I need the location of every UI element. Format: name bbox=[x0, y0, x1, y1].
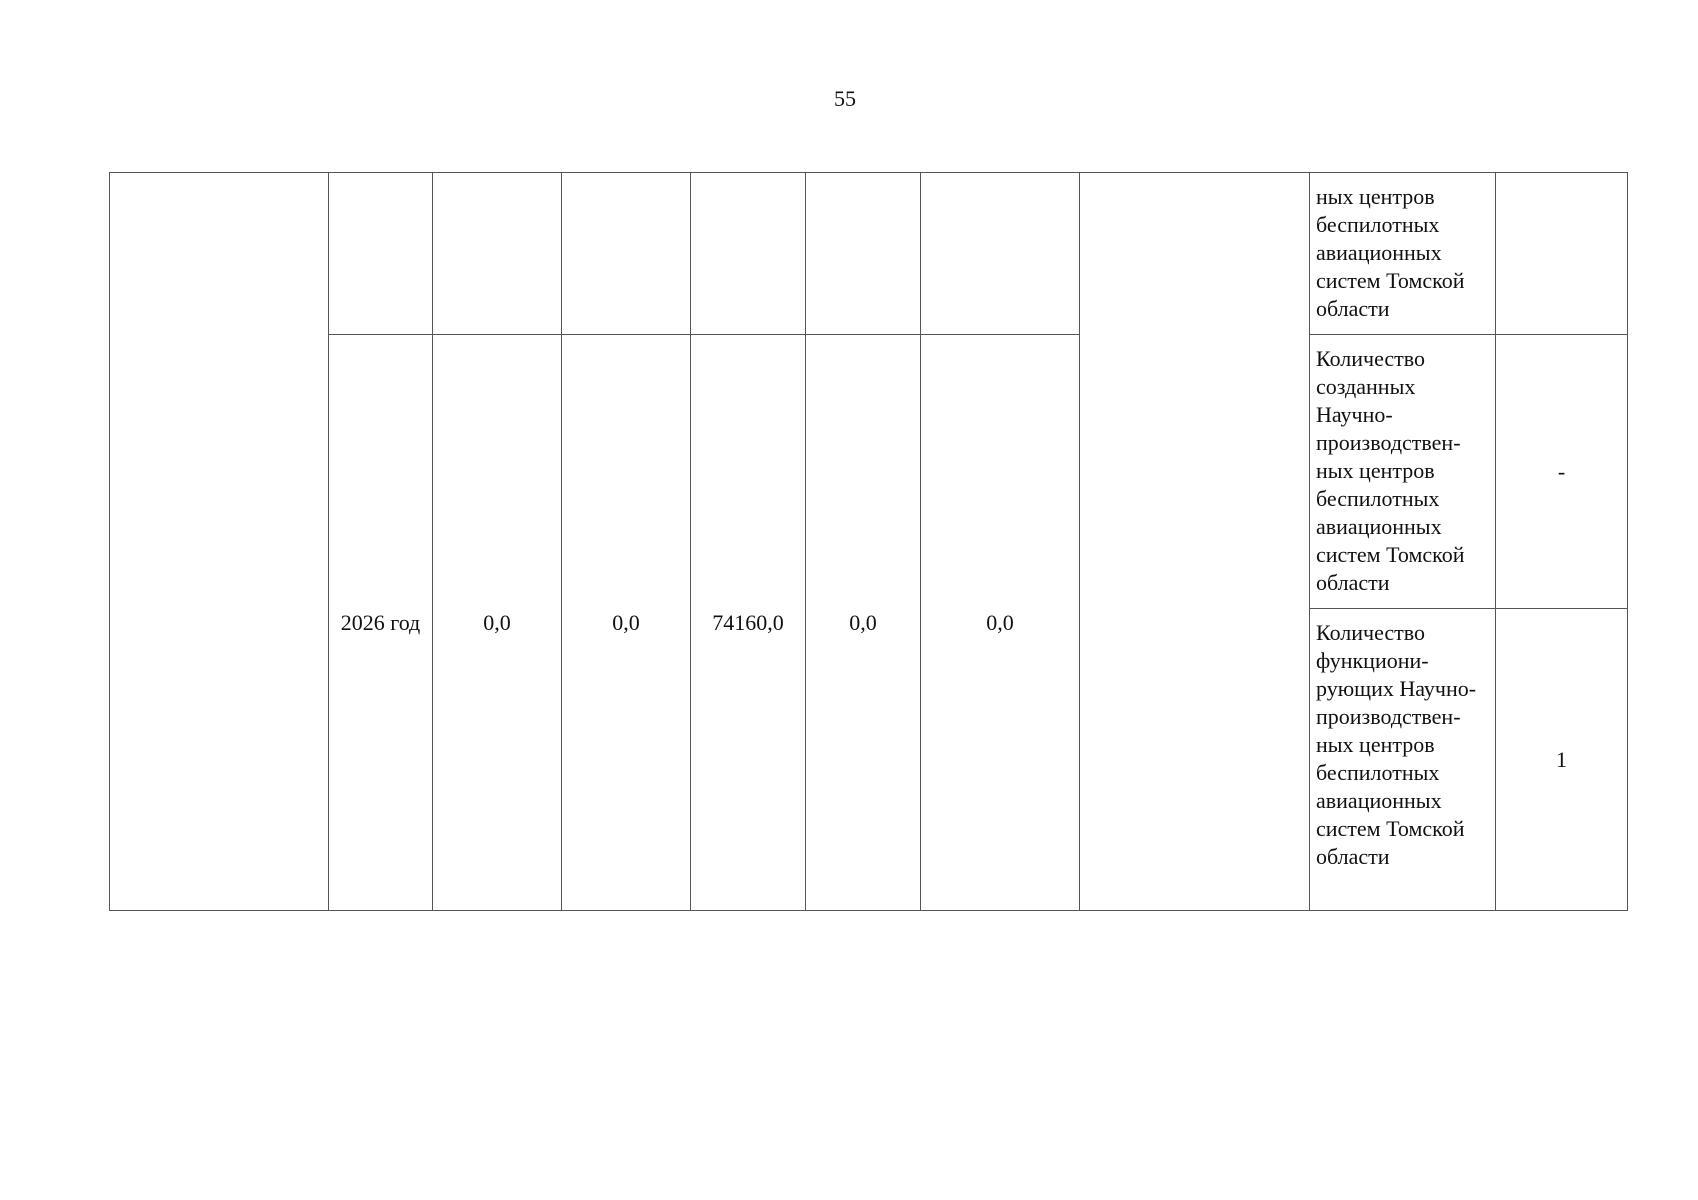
table-row bbox=[110, 335, 1628, 609]
program-table bbox=[109, 172, 1628, 911]
amount-cell: 0,0 bbox=[806, 335, 921, 911]
table-row bbox=[110, 173, 1628, 335]
amount-cell bbox=[433, 173, 562, 335]
indicator-value-cell bbox=[1496, 173, 1628, 335]
task-name-cell bbox=[110, 173, 329, 911]
indicator-value-cell: - bbox=[1496, 335, 1628, 609]
indicator-name-cell: Количество функциони-рующих Научно-производствен-ных центров беспилотных авиационных систем Томской области bbox=[1310, 609, 1496, 911]
amount-cell bbox=[921, 173, 1080, 335]
amount-cell bbox=[806, 173, 921, 335]
executor-cell bbox=[1080, 173, 1310, 911]
amount-cell: 0,0 bbox=[921, 335, 1080, 911]
indicator-value-cell: 1 bbox=[1496, 609, 1628, 911]
amount-cell bbox=[691, 173, 806, 335]
amount-cell: 0,0 bbox=[433, 335, 562, 911]
amount-cell bbox=[562, 173, 691, 335]
amount-cell: 0,0 bbox=[562, 335, 691, 911]
year-cell: 2026 год bbox=[329, 335, 433, 911]
indicator-name-cell: Количество созданных Научно-производствен-ных центров беспилотных авиационных систем Томской области bbox=[1310, 335, 1496, 609]
amount-cell: 74160,0 bbox=[691, 335, 806, 911]
page-number: 55 bbox=[834, 86, 856, 111]
year-cell bbox=[329, 173, 433, 335]
indicator-name-cell: ных центров беспилотных авиационных систем Томской области bbox=[1310, 173, 1496, 335]
